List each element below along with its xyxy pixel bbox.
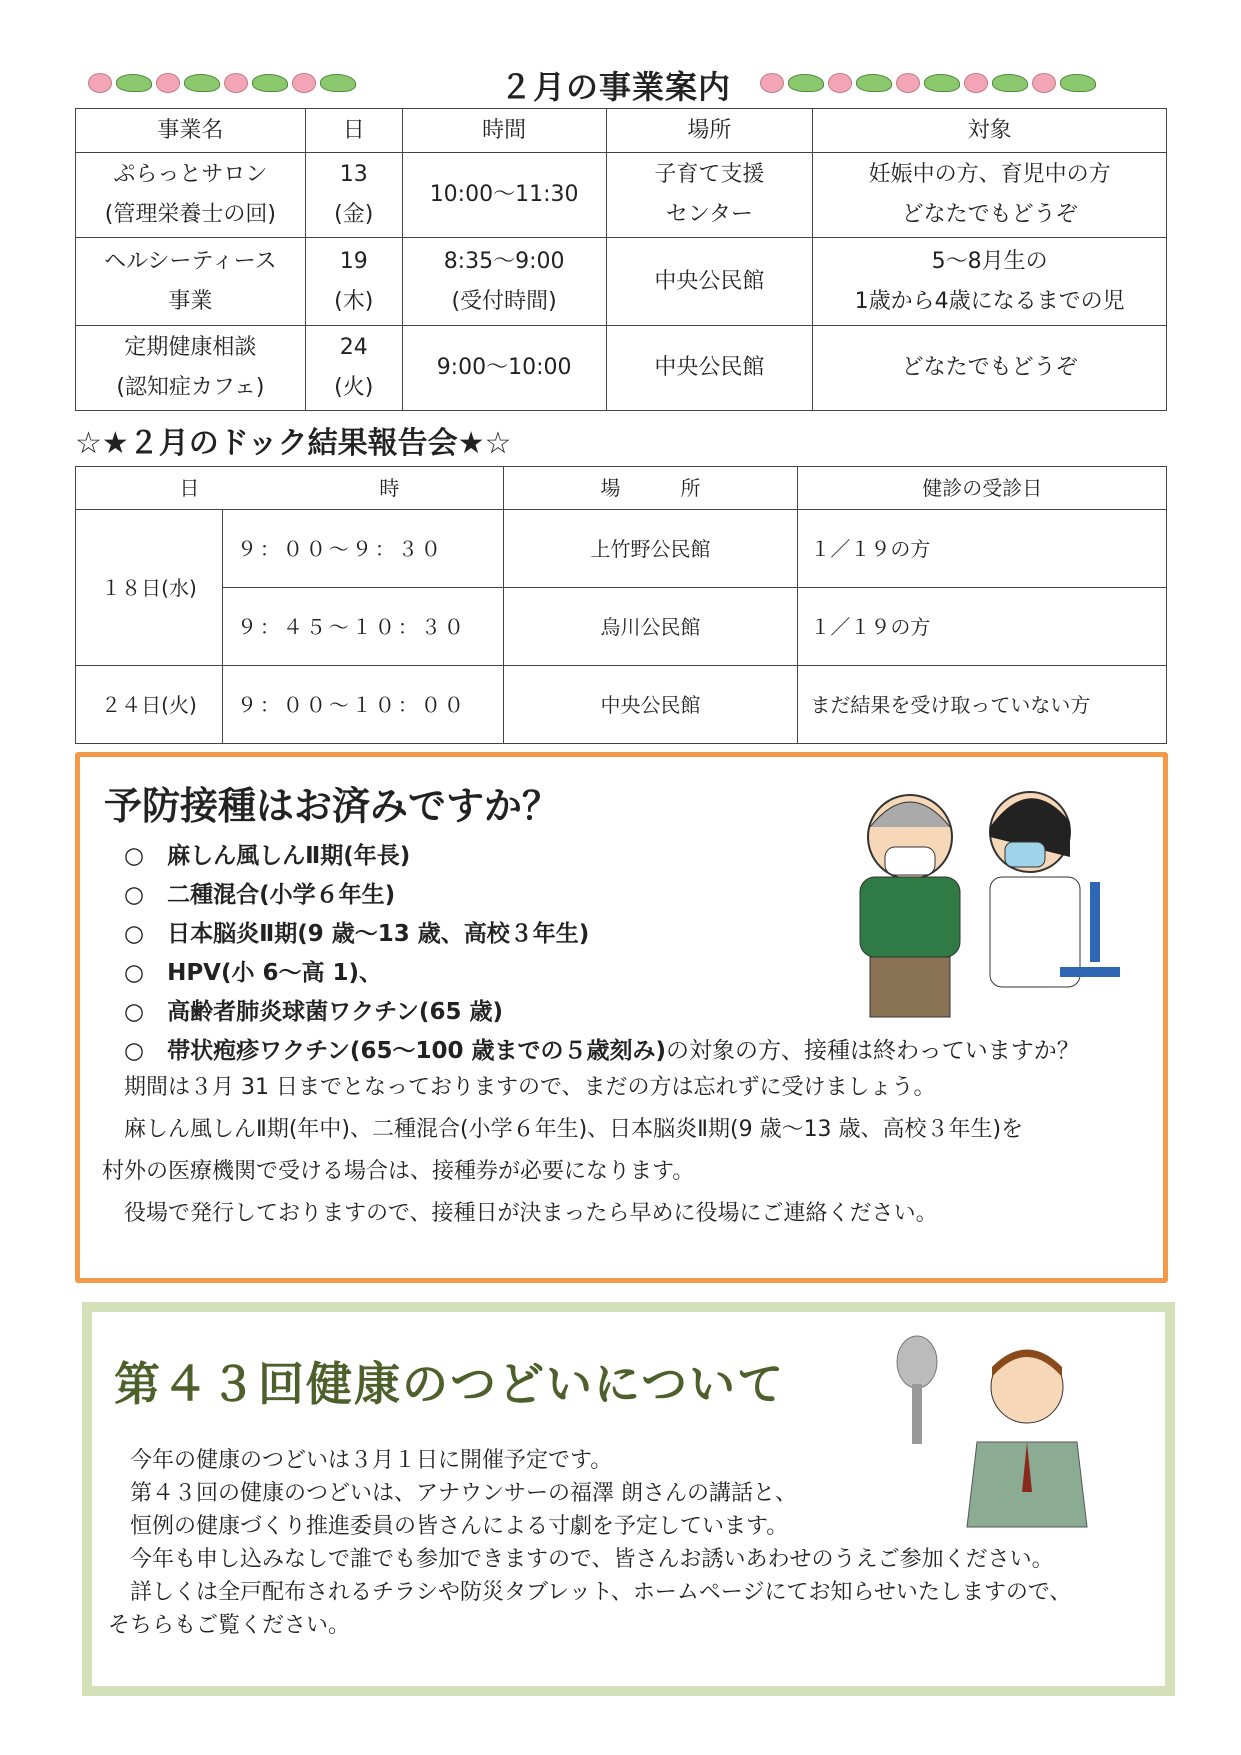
- health-festival-box: [82, 1302, 1175, 1696]
- event-name-sub: 事業: [168, 288, 213, 314]
- event-day: 13: [339, 162, 368, 187]
- section2-title: ☆★２月のドック結果報告会★☆: [75, 426, 512, 461]
- decorative-border-left: [88, 70, 356, 96]
- event-place-sub: センター: [665, 202, 753, 227]
- circle-bullet-icon: ○: [124, 1038, 145, 1064]
- announcer-illustration: [882, 1332, 1102, 1532]
- event-place: 子育て支援: [654, 162, 765, 187]
- event-target-sub: 1歳から4歳になるまでの児: [854, 288, 1125, 314]
- report-place: 烏川公民館: [503, 588, 798, 666]
- circle-bullet-icon: ○: [124, 960, 145, 986]
- health-festival-title: 第４３回健康のつどいについて: [114, 1357, 786, 1411]
- section1-title: ２月の事業案内: [500, 68, 732, 106]
- events-table: [75, 108, 1167, 411]
- header-cell: 場 所: [503, 467, 798, 510]
- circle-bullet-icon: ○: [124, 882, 145, 908]
- event-time: 9:00～10:00: [436, 355, 572, 380]
- report-place: 上竹野公民館: [503, 510, 798, 588]
- table-row: [76, 666, 1167, 744]
- table-header-row: [76, 109, 1167, 153]
- event-target-sub: どなたでもどうぞ: [901, 202, 1078, 227]
- header-cell: 健診の受診日: [798, 467, 1167, 510]
- report-date: １８日(水): [76, 510, 223, 666]
- report-exam-date: まだ結果を受け取っていない方: [798, 666, 1167, 744]
- event-dow: (火): [334, 375, 374, 400]
- event-time: 8:35～9:00: [443, 248, 565, 274]
- header-cell: 日: [305, 109, 402, 153]
- report-exam-date: １／１９の方: [798, 510, 1167, 588]
- header-cell: 場所: [606, 109, 813, 153]
- dock-report-table: [75, 466, 1167, 744]
- circle-bullet-icon: ○: [124, 843, 145, 869]
- event-dow: (金): [334, 202, 374, 227]
- table-row: [76, 510, 1167, 588]
- list-item: ○ 麻しん風しんⅡ期(年長): [124, 843, 411, 869]
- list-item: ○ 日本脳炎Ⅱ期(9 歳～13 歳、高校３年生): [124, 921, 590, 947]
- event-time-sub: (受付時間): [451, 288, 557, 314]
- event-target: 妊娠中の方、育児中の方: [868, 162, 1111, 187]
- event-day: 24: [339, 335, 368, 360]
- event-time: 10:00～11:30: [429, 182, 579, 207]
- event-name: 定期健康相談: [124, 335, 257, 360]
- event-dow: (木): [334, 288, 374, 314]
- report-place: 中央公民館: [503, 666, 798, 744]
- event-target: どなたでもどうぞ: [901, 355, 1078, 380]
- report-date: ２４日(火): [76, 666, 223, 744]
- list-item: ○ 帯状疱疹ワクチン(65～100 歳までの５歳刻み)の対象の方、接種は終わっていますか？: [124, 1038, 1080, 1064]
- report-exam-date: １／１９の方: [798, 588, 1167, 666]
- circle-bullet-icon: ○: [124, 921, 145, 947]
- table-row: [76, 238, 1167, 326]
- report-time: ９：４５～１０：３０: [222, 588, 503, 666]
- event-name-sub: (管理栄養士の回): [104, 202, 276, 227]
- vaccination-box: [75, 752, 1168, 1283]
- event-day: 19: [339, 248, 368, 274]
- vaccination-title: 予防接種はお済みですか？: [104, 784, 561, 828]
- event-name: ヘルシーティース: [104, 248, 277, 274]
- event-place: 中央公民館: [654, 268, 765, 294]
- health-festival-body: 今年の健康のつどいは３月１日に開催予定です。 第４３回の健康のつどいは、アナウンサーの福澤 朗さんの講話と、 恒例の健康づくり推進委員の皆さんによる寸劇を予定しています。 今年も申し込みなしで誰でも参加できますので、皆さんお誘いあわせのうえご参加ください。 詳しくは全戸配布されるチラシや防災タブレット、ホームページにてお知らせいたしますので、 そちらもご覧ください。: [108, 1448, 1072, 1638]
- event-name: ぷらっとサロン: [113, 162, 268, 187]
- header-cell: 時間: [402, 109, 606, 153]
- report-time: ９：００～１０：００: [222, 666, 503, 744]
- vaccination-illustration: [830, 777, 1160, 1037]
- decorative-border-right: [760, 70, 1096, 96]
- list-item: ○ HPV(小 6～高 1)、: [124, 960, 383, 986]
- vaccination-body: 期間は３月 31 日までとなっておりますので、まだの方は忘れずに受けましょう。 麻しん風しんⅡ期(年中)、二種混合(小学６年生)、日本脳炎Ⅱ期(9 歳～13 歳、高校３年生)を 村外の医療機関で受ける場合は、接種券が必要になります。 役場で発行しておりますので、接種日が決まったら早めに役場にご連絡ください。: [102, 1075, 1024, 1226]
- list-item: ○ 高齢者肺炎球菌ワクチン(65 歳): [124, 999, 503, 1025]
- header-cell: 事業名: [76, 109, 306, 153]
- header-cell: 日 時: [76, 467, 504, 510]
- event-name-sub: (認知症カフェ): [116, 375, 265, 400]
- event-target: 5～8月生の: [931, 248, 1048, 274]
- table-row: [76, 326, 1167, 411]
- report-time: ９：００～９：３０: [222, 510, 503, 588]
- event-place: 中央公民館: [654, 355, 765, 380]
- table-row: [76, 588, 1167, 666]
- table-header-row: [76, 467, 1167, 510]
- circle-bullet-icon: ○: [124, 999, 145, 1025]
- table-row: [76, 153, 1167, 238]
- list-item: ○ 二種混合(小学６年生): [124, 882, 396, 908]
- header-cell: 対象: [813, 109, 1167, 153]
